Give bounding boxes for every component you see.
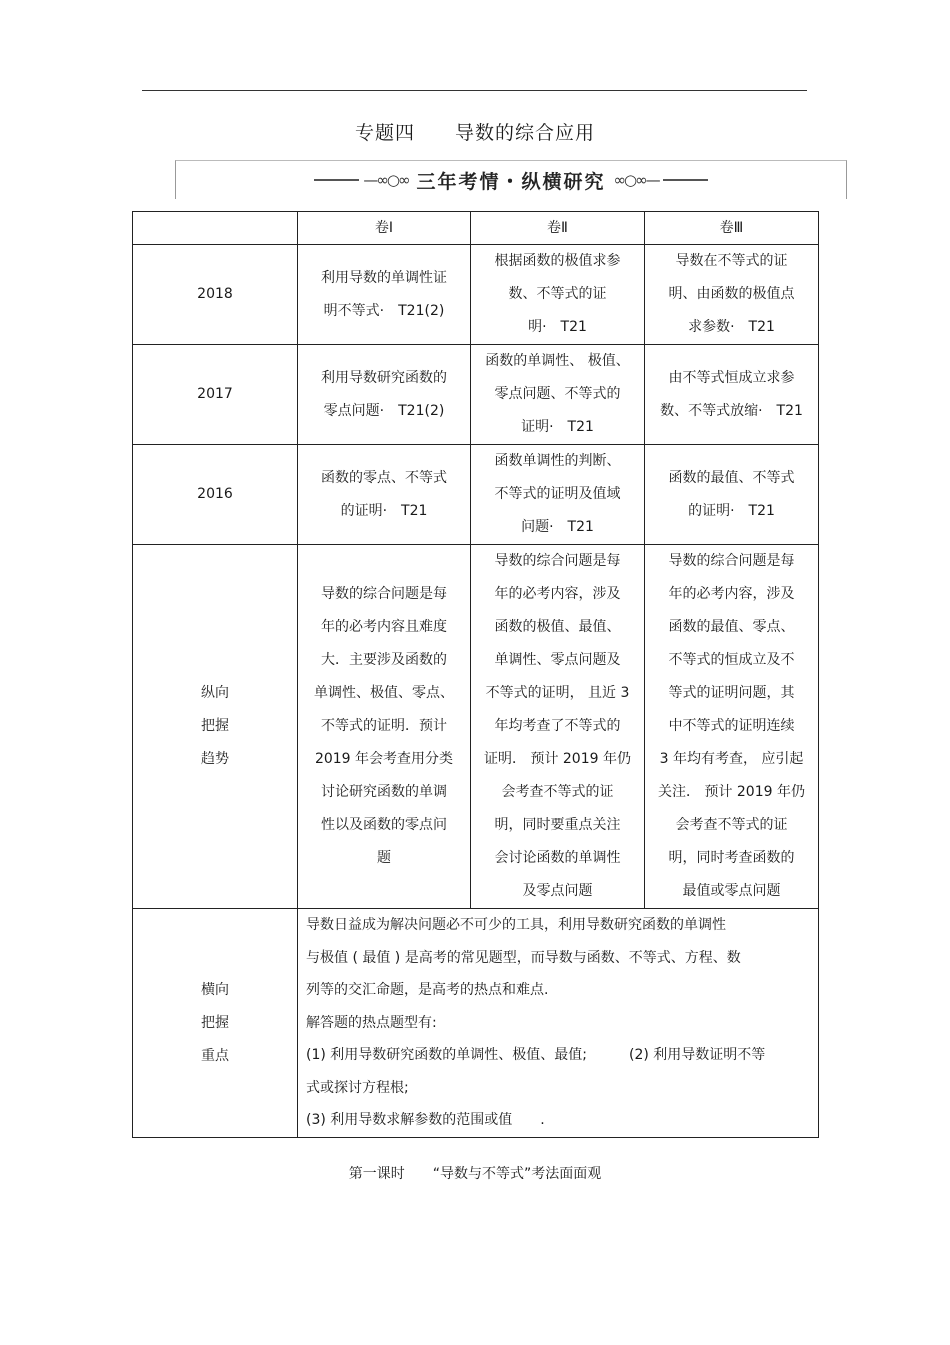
text-line: 题 [377, 850, 391, 866]
paper-2-trend-cell [471, 545, 645, 909]
row-label [133, 445, 298, 545]
text-line: 等式的证明问题，其 [668, 685, 795, 701]
table-row [133, 545, 819, 909]
text-line: 利用导数的单调性证 [321, 269, 447, 286]
text-line: 及零点问题 [522, 883, 593, 899]
text-line: 2017 [197, 386, 233, 402]
text-line: 函数单调性的判断、 [494, 453, 621, 469]
text-line: 不等式的恒成立及不 [668, 652, 795, 668]
text-line: 求参数· T21 [688, 319, 775, 335]
text-line: 列等的交汇命题，是高考的热点和难点. [306, 982, 549, 999]
text-line: 中不等式的证明连续 [668, 718, 795, 734]
text-line: 解答题的热点题型有: [306, 1014, 437, 1031]
text-line: 利用导数研究函数的 [321, 369, 447, 386]
text-line: 把握 [201, 1014, 229, 1031]
text-line: 问题· T21 [521, 519, 594, 535]
banner-ornament-left: —∞○∞ [363, 171, 409, 189]
text-line: 3 年均有考查， 应引起 [659, 751, 804, 767]
text-line: 导数在不等式的证 [675, 253, 788, 269]
paper-2-cell [471, 445, 645, 545]
text-line: 导数的综合问题是每 [668, 553, 795, 569]
paper-1-trend-cell [298, 545, 471, 909]
text-line: 会考查不等式的证 [501, 784, 614, 800]
paper-2-cell [471, 245, 645, 345]
text-line: 导数的综合问题是每 [494, 553, 621, 569]
text-line: 2018 [197, 286, 233, 302]
text-line: 明不等式· T21(2) [323, 302, 445, 319]
text-line: 数、不等式放缩· T21 [660, 402, 803, 419]
paper-3-cell [645, 445, 819, 545]
header-cell-empty [133, 212, 298, 245]
text-line: 式或探讨方程根; [306, 1079, 409, 1096]
table-row [133, 245, 819, 345]
banner-line-left [314, 179, 359, 181]
section-banner [175, 160, 847, 199]
text-line: 横向 [201, 981, 229, 998]
text-line: 根据函数的极值求参 [494, 253, 621, 269]
text-line: 趋势 [201, 751, 229, 767]
text-line: 讨论研究函数的单调 [321, 784, 447, 800]
row-label [133, 245, 298, 345]
text-line: 证明· T21 [521, 419, 594, 435]
exam-analysis-table [132, 211, 819, 1138]
row-label-focus [133, 909, 298, 1138]
text-line: 导数日益成为解决问题必不可少的工具，利用导数研究函数的单调性 [306, 917, 726, 934]
header-rule [142, 90, 807, 91]
text-line: 关注． 预计 2019 年仍 [658, 784, 805, 800]
text-line: 函数的最值、零点、 [668, 619, 795, 635]
text-line: 明· T21 [528, 319, 587, 335]
focus-description-cell [298, 909, 819, 1138]
text-line: 大．主要涉及函数的 [321, 652, 447, 668]
paper-1-cell [298, 245, 471, 345]
paper-3-cell [645, 345, 819, 445]
text-line: 性以及函数的零点问 [321, 817, 447, 833]
table-header-row [133, 212, 819, 245]
text-line: 明，同时考查函数的 [668, 850, 795, 866]
row-label-trend [133, 545, 298, 909]
text-line: (3) 利用导数求解参数的范围或值 . [306, 1112, 545, 1129]
text-line: 明，同时要重点关注 [494, 817, 621, 833]
text-line: 零点问题、不等式的 [494, 386, 621, 402]
text-line: 不等式的证明， 且近 3 [485, 685, 630, 701]
text-line: 证明． 预计 2019 年仍 [484, 751, 631, 767]
text-line: 数、不等式的证 [508, 286, 607, 302]
text-line: (1) 利用导数研究函数的单调性、极值、最值; (2) 利用导数证明不等 [306, 1047, 766, 1064]
text-line: 2016 [197, 486, 233, 502]
text-line: 纵向 [201, 685, 229, 701]
lesson-title: 第一课时 “导数与不等式”考法面面观 [348, 1166, 602, 1182]
text-line: 单调性、零点问题及 [494, 652, 621, 668]
table-row [133, 445, 819, 545]
text-line: 的证明· T21 [688, 502, 775, 519]
table-row [133, 345, 819, 445]
text-line: 导数的综合问题是每 [321, 586, 447, 602]
text-line: 函数的零点、不等式 [321, 469, 447, 486]
text-line: 函数的单调性、 极值、 [485, 353, 630, 369]
text-line: 明、由函数的极值点 [668, 286, 795, 302]
text-line: 不等式的证明．预计 [321, 718, 447, 734]
text-line: 年的必考内容且难度 [321, 619, 447, 635]
banner-title: 三年考情・纵横研究 [416, 170, 606, 193]
header-cell-paper-2: 卷Ⅱ [471, 212, 645, 245]
banner-ornament-right: ∞○∞— [613, 171, 659, 189]
paper-2-cell [471, 345, 645, 445]
header-cell-paper-1: 卷Ⅰ [298, 212, 471, 245]
text-line: 不等式的证明及值域 [494, 486, 621, 502]
text-line: 函数的最值、不等式 [668, 469, 795, 486]
row-label [133, 345, 298, 445]
text-line: 2019 年会考查用分类 [314, 751, 454, 767]
text-line: 年的必考内容，涉及 [668, 586, 795, 602]
text-line: 最值或零点问题 [682, 883, 781, 899]
text-line: 单调性、极值、零点、 [314, 685, 454, 701]
text-line: 的证明· T21 [340, 502, 428, 519]
header-cell-paper-3: 卷Ⅲ [645, 212, 819, 245]
text-line: 由不等式恒成立求参 [668, 369, 795, 386]
paper-1-cell [298, 345, 471, 445]
text-line: 重点 [201, 1047, 229, 1064]
banner-line-right [663, 179, 708, 181]
text-line: 会讨论函数的单调性 [494, 850, 621, 866]
text-line: 零点问题· T21(2) [323, 402, 445, 419]
text-line: 与极值 ( 最值 ) 是高考的常见题型，而导数与函数、不等式、方程、数 [306, 949, 741, 966]
text-line: 会考查不等式的证 [675, 817, 788, 833]
paper-3-cell [645, 245, 819, 345]
text-line: 年的必考内容，涉及 [494, 586, 621, 602]
document-title: 专题四 导数的综合应用 [354, 122, 595, 144]
text-line: 函数的极值、最值、 [494, 619, 621, 635]
table-row-focus [133, 909, 819, 1138]
text-line: 把握 [201, 718, 229, 734]
paper-3-trend-cell [645, 545, 819, 909]
paper-1-cell [298, 445, 471, 545]
text-line: 年均考查了不等式的 [494, 718, 621, 734]
